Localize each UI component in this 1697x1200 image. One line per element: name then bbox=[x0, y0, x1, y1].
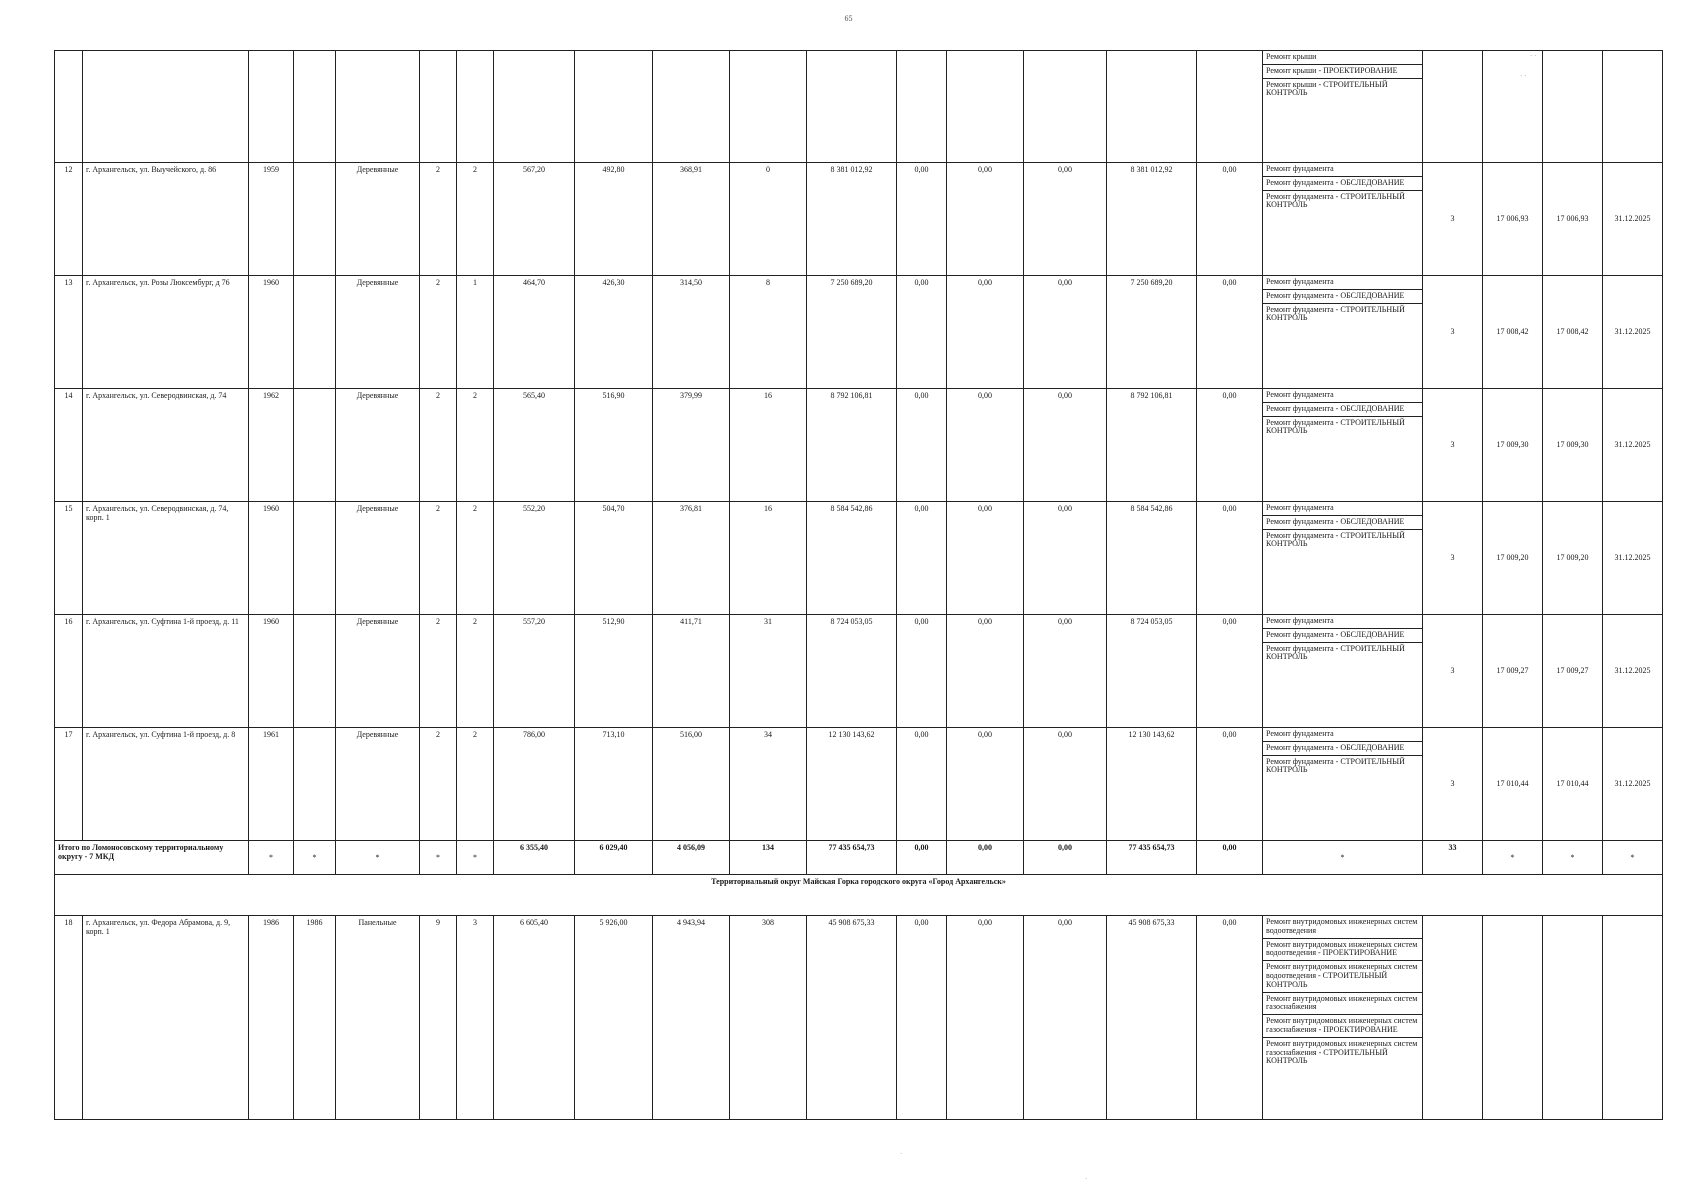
fund-2: 0,00 bbox=[947, 728, 1024, 841]
fund-1: 0,00 bbox=[897, 502, 947, 615]
year-commissioned bbox=[294, 276, 336, 389]
cell bbox=[575, 51, 653, 163]
fund-1: 0,00 bbox=[897, 389, 947, 502]
fund-owners: 8 381 012,92 bbox=[1107, 163, 1197, 276]
total-star: * bbox=[420, 841, 457, 875]
table-row bbox=[55, 51, 1663, 163]
work-item: Ремонт внутридомовых инженерных систем водоотведения - СТРОИТЕЛЬНЫЙ КОНТРОЛЬ bbox=[1263, 961, 1422, 992]
works-count: 3 bbox=[1423, 276, 1483, 389]
work-item: Ремонт крыши - ПРОЕКТИРОВАНИЕ bbox=[1263, 65, 1422, 79]
year-built: 1986 bbox=[249, 916, 294, 1120]
fund-3: 0,00 bbox=[1024, 502, 1107, 615]
floors: 2 bbox=[420, 502, 457, 615]
work-item: Ремонт фундамента - СТРОИТЕЛЬНЫЙ КОНТРОЛЬ bbox=[1266, 756, 1405, 775]
cell bbox=[897, 51, 947, 163]
works-cell bbox=[1263, 728, 1423, 841]
capital-repair-table bbox=[54, 50, 1663, 1120]
fund-5: 0,00 bbox=[1197, 615, 1263, 728]
cell bbox=[83, 51, 249, 163]
total-star: * bbox=[1483, 841, 1543, 875]
total-cost: 7 250 689,20 bbox=[807, 276, 897, 389]
works-cell bbox=[1263, 615, 1423, 728]
work-item: Ремонт фундамента - ОБСЛЕДОВАНИЕ bbox=[1263, 403, 1422, 417]
entrances: 3 bbox=[457, 916, 494, 1120]
wall-material: Деревянные bbox=[336, 728, 420, 841]
residential-area: 368,91 bbox=[653, 163, 730, 276]
work-item: Ремонт внутридомовых инженерных систем газоснабжения - СТРОИТЕЛЬНЫЙ КОНТРОЛЬ bbox=[1266, 1038, 1418, 1066]
section-title: Территориальный округ Майская Горка городского округа «Город Архангельск» bbox=[55, 875, 1663, 916]
work-item: Ремонт фундамента - ОБСЛЕДОВАНИЕ bbox=[1263, 629, 1422, 643]
total-area: 557,20 bbox=[494, 615, 575, 728]
works-count: 3 bbox=[1423, 163, 1483, 276]
cell bbox=[294, 51, 336, 163]
total-star: * bbox=[1603, 841, 1663, 875]
fund-owners: 45 908 675,33 bbox=[1107, 916, 1197, 1120]
premises-area: 516,90 bbox=[575, 389, 653, 502]
year-commissioned bbox=[294, 502, 336, 615]
max-unit-cost: 17 009,20 bbox=[1543, 502, 1603, 615]
work-item: Ремонт фундамента - СТРОИТЕЛЬНЫЙ КОНТРОЛЬ bbox=[1266, 304, 1405, 323]
year-commissioned: 1986 bbox=[294, 916, 336, 1120]
unit-cost: 17 009,20 bbox=[1483, 502, 1543, 615]
cell bbox=[55, 51, 83, 163]
cell bbox=[457, 51, 494, 163]
residents-count: 0 bbox=[730, 163, 807, 276]
total-area: 786,00 bbox=[494, 728, 575, 841]
fund-owners: 7 250 689,20 bbox=[1107, 276, 1197, 389]
total-residents: 134 bbox=[730, 841, 807, 875]
fund-owners: 8 792 106,81 bbox=[1107, 389, 1197, 502]
fund-3: 0,00 bbox=[1024, 916, 1107, 1120]
works-cell bbox=[1263, 916, 1423, 1120]
max-unit-cost: 17 010,44 bbox=[1543, 728, 1603, 841]
fund-3: 0,00 bbox=[1024, 389, 1107, 502]
fund-5: 0,00 bbox=[1197, 276, 1263, 389]
total-star: * bbox=[336, 841, 420, 875]
row-number: 17 bbox=[55, 728, 83, 841]
works-cell bbox=[1263, 51, 1423, 163]
total-premises: 6 029,40 bbox=[575, 841, 653, 875]
work-item: Ремонт фундамента - ОБСЛЕДОВАНИЕ bbox=[1263, 516, 1422, 530]
floors: 2 bbox=[420, 728, 457, 841]
year-built: 1959 bbox=[249, 163, 294, 276]
row-number: 14 bbox=[55, 389, 83, 502]
wall-material: Деревянные bbox=[336, 502, 420, 615]
premises-area: 492,80 bbox=[575, 163, 653, 276]
total-star: * bbox=[457, 841, 494, 875]
cell bbox=[807, 51, 897, 163]
fund-3: 0,00 bbox=[1024, 615, 1107, 728]
max-unit-cost bbox=[1543, 916, 1603, 1120]
address: г. Архангельск, ул. Выучейского, д. 86 bbox=[83, 163, 249, 276]
total-fund-owners: 77 435 654,73 bbox=[1107, 841, 1197, 875]
table-row bbox=[55, 502, 1663, 615]
work-item: Ремонт фундамента - СТРОИТЕЛЬНЫЙ КОНТРОЛЬ bbox=[1266, 643, 1405, 662]
works-count: 3 bbox=[1423, 728, 1483, 841]
fund-owners: 12 130 143,62 bbox=[1107, 728, 1197, 841]
wall-material: Деревянные bbox=[336, 276, 420, 389]
deadline-date: 31.12.2025 bbox=[1603, 163, 1663, 276]
work-item: Ремонт фундамента - СТРОИТЕЛЬНЫЙ КОНТРОЛЬ bbox=[1266, 530, 1405, 549]
fund-1: 0,00 bbox=[897, 728, 947, 841]
address: г. Архангельск, ул. Розы Люксембург, д 76 bbox=[83, 276, 249, 389]
cell bbox=[1543, 51, 1603, 163]
total-star: * bbox=[1543, 841, 1603, 875]
address: г. Архангельск, ул. Федора Абрамова, д. 9, корп. 1 bbox=[83, 916, 249, 1120]
row-number: 15 bbox=[55, 502, 83, 615]
total-fund-3: 0,00 bbox=[1024, 841, 1107, 875]
residential-area: 516,00 bbox=[653, 728, 730, 841]
address: г. Архангельск, ул. Суфтина 1-й проезд, д. 8 bbox=[83, 728, 249, 841]
works-list bbox=[1263, 615, 1422, 664]
entrances: 1 bbox=[457, 276, 494, 389]
total-area: 464,70 bbox=[494, 276, 575, 389]
wall-material: Деревянные bbox=[336, 615, 420, 728]
deadline-date: 31.12.2025 bbox=[1603, 728, 1663, 841]
entrances: 2 bbox=[457, 502, 494, 615]
row-number: 13 bbox=[55, 276, 83, 389]
work-item: Ремонт фундамента - ОБСЛЕДОВАНИЕ bbox=[1263, 742, 1422, 756]
fund-2: 0,00 bbox=[947, 163, 1024, 276]
fund-1: 0,00 bbox=[897, 163, 947, 276]
year-built: 1961 bbox=[249, 728, 294, 841]
fund-2: 0,00 bbox=[947, 916, 1024, 1120]
total-area: 552,20 bbox=[494, 502, 575, 615]
works-count: 3 bbox=[1423, 389, 1483, 502]
unit-cost: 17 009,30 bbox=[1483, 389, 1543, 502]
work-item: Ремонт фундамента bbox=[1263, 163, 1422, 177]
year-built: 1962 bbox=[249, 389, 294, 502]
year-built: 1960 bbox=[249, 615, 294, 728]
work-item: Ремонт фундамента bbox=[1263, 728, 1422, 742]
section-row bbox=[55, 875, 1663, 916]
total-works-count: 33 bbox=[1423, 841, 1483, 875]
premises-area: 713,10 bbox=[575, 728, 653, 841]
cell bbox=[249, 51, 294, 163]
max-unit-cost: 17 008,42 bbox=[1543, 276, 1603, 389]
works-count: 3 bbox=[1423, 502, 1483, 615]
works-cell bbox=[1263, 276, 1423, 389]
total-star: * bbox=[249, 841, 294, 875]
residential-area: 376,81 bbox=[653, 502, 730, 615]
works-count bbox=[1423, 916, 1483, 1120]
total-area: 6 605,40 bbox=[494, 916, 575, 1120]
total-label: Итого по Ломоносовскому территориальному округу - 7 МКД bbox=[55, 841, 249, 875]
work-item: Ремонт фундамента - СТРОИТЕЛЬНЫЙ КОНТРОЛЬ bbox=[1266, 417, 1405, 436]
fund-3: 0,00 bbox=[1024, 276, 1107, 389]
residents-count: 34 bbox=[730, 728, 807, 841]
fund-1: 0,00 bbox=[897, 916, 947, 1120]
year-built: 1960 bbox=[249, 276, 294, 389]
cell bbox=[653, 51, 730, 163]
total-cost: 77 435 654,73 bbox=[807, 841, 897, 875]
total-fund-5: 0,00 bbox=[1197, 841, 1263, 875]
cell bbox=[420, 51, 457, 163]
works-cell bbox=[1263, 502, 1423, 615]
deadline-date: 31.12.2025 bbox=[1603, 389, 1663, 502]
residents-count: 16 bbox=[730, 389, 807, 502]
max-unit-cost: 17 006,93 bbox=[1543, 163, 1603, 276]
works-list bbox=[1263, 502, 1422, 551]
entrances: 2 bbox=[457, 163, 494, 276]
max-unit-cost: 17 009,27 bbox=[1543, 615, 1603, 728]
cell bbox=[730, 51, 807, 163]
fund-owners: 8 724 053,05 bbox=[1107, 615, 1197, 728]
cell bbox=[1107, 51, 1197, 163]
premises-area: 512,90 bbox=[575, 615, 653, 728]
cell bbox=[1423, 51, 1483, 163]
row-number: 16 bbox=[55, 615, 83, 728]
table-row bbox=[55, 163, 1663, 276]
entrances: 2 bbox=[457, 615, 494, 728]
fund-owners: 8 584 542,86 bbox=[1107, 502, 1197, 615]
work-item: Ремонт внутридомовых инженерных систем газоснабжения bbox=[1263, 993, 1422, 1016]
address: г. Архангельск, ул. Суфтина 1-й проезд, д. 11 bbox=[83, 615, 249, 728]
residents-count: 31 bbox=[730, 615, 807, 728]
floors: 9 bbox=[420, 916, 457, 1120]
total-fund-2: 0,00 bbox=[947, 841, 1024, 875]
floors: 2 bbox=[420, 389, 457, 502]
work-item: Ремонт фундамента - СТРОИТЕЛЬНЫЙ КОНТРОЛЬ bbox=[1266, 191, 1405, 210]
total-cost: 8 584 542,86 bbox=[807, 502, 897, 615]
works-list bbox=[1263, 163, 1422, 212]
total-residential: 4 056,09 bbox=[653, 841, 730, 875]
fund-5: 0,00 bbox=[1197, 389, 1263, 502]
deadline-date: 31.12.2025 bbox=[1603, 502, 1663, 615]
total-star: * bbox=[1263, 841, 1423, 875]
fund-5: 0,00 bbox=[1197, 163, 1263, 276]
cell bbox=[494, 51, 575, 163]
fund-2: 0,00 bbox=[947, 389, 1024, 502]
work-item: Ремонт внутридомовых инженерных систем газоснабжения - ПРОЕКТИРОВАНИЕ bbox=[1263, 1015, 1422, 1038]
unit-cost: 17 009,27 bbox=[1483, 615, 1543, 728]
floors: 2 bbox=[420, 276, 457, 389]
residential-area: 314,50 bbox=[653, 276, 730, 389]
cell bbox=[947, 51, 1024, 163]
wall-material: Деревянные bbox=[336, 389, 420, 502]
works-count: 3 bbox=[1423, 615, 1483, 728]
entrances: 2 bbox=[457, 728, 494, 841]
works-list bbox=[1263, 389, 1422, 438]
deadline-date: 31.12.2025 bbox=[1603, 276, 1663, 389]
deadline-date bbox=[1603, 916, 1663, 1120]
residential-area: 379,99 bbox=[653, 389, 730, 502]
total-area: 565,40 bbox=[494, 389, 575, 502]
work-item: Ремонт крыши - СТРОИТЕЛЬНЫЙ КОНТРОЛЬ bbox=[1266, 79, 1388, 98]
fund-3: 0,00 bbox=[1024, 728, 1107, 841]
wall-material: Деревянные bbox=[336, 163, 420, 276]
year-commissioned bbox=[294, 728, 336, 841]
residents-count: 16 bbox=[730, 502, 807, 615]
unit-cost: 17 008,42 bbox=[1483, 276, 1543, 389]
page-number: 65 bbox=[844, 14, 853, 23]
table-row bbox=[55, 916, 1663, 1120]
year-commissioned bbox=[294, 163, 336, 276]
work-item: Ремонт внутридомовых инженерных систем водоотведения - ПРОЕКТИРОВАНИЕ bbox=[1263, 939, 1422, 962]
table-row bbox=[55, 276, 1663, 389]
work-item: Ремонт фундамента bbox=[1263, 502, 1422, 516]
total-fund-1: 0,00 bbox=[897, 841, 947, 875]
fund-1: 0,00 bbox=[897, 615, 947, 728]
works-list bbox=[1263, 276, 1422, 325]
deadline-date: 31.12.2025 bbox=[1603, 615, 1663, 728]
cell bbox=[1197, 51, 1263, 163]
year-commissioned bbox=[294, 389, 336, 502]
work-item: Ремонт фундамента - ОБСЛЕДОВАНИЕ bbox=[1263, 290, 1422, 304]
unit-cost: 17 010,44 bbox=[1483, 728, 1543, 841]
work-item: Ремонт внутридомовых инженерных систем водоотведения bbox=[1263, 916, 1422, 939]
cell bbox=[336, 51, 420, 163]
cell bbox=[1024, 51, 1107, 163]
work-item: Ремонт фундамента bbox=[1263, 389, 1422, 403]
row-number: 18 bbox=[55, 916, 83, 1120]
fund-5: 0,00 bbox=[1197, 502, 1263, 615]
premises-area: 5 926,00 bbox=[575, 916, 653, 1120]
works-list bbox=[1263, 916, 1422, 1068]
fund-1: 0,00 bbox=[897, 276, 947, 389]
premises-area: 426,30 bbox=[575, 276, 653, 389]
table-body bbox=[55, 51, 1663, 1120]
work-item: Ремонт фундамента bbox=[1263, 276, 1422, 290]
residents-count: 308 bbox=[730, 916, 807, 1120]
year-commissioned bbox=[294, 615, 336, 728]
works-cell bbox=[1263, 389, 1423, 502]
row-number: 12 bbox=[55, 163, 83, 276]
total-cost: 8 381 012,92 bbox=[807, 163, 897, 276]
residents-count: 8 bbox=[730, 276, 807, 389]
total-cost: 45 908 675,33 bbox=[807, 916, 897, 1120]
table-row bbox=[55, 389, 1663, 502]
total-cost: 12 130 143,62 bbox=[807, 728, 897, 841]
total-cost: 8 792 106,81 bbox=[807, 389, 897, 502]
table-row bbox=[55, 615, 1663, 728]
year-built: 1960 bbox=[249, 502, 294, 615]
max-unit-cost: 17 009,30 bbox=[1543, 389, 1603, 502]
fund-5: 0,00 bbox=[1197, 916, 1263, 1120]
total-star: * bbox=[294, 841, 336, 875]
residential-area: 411,71 bbox=[653, 615, 730, 728]
work-item: Ремонт фундамента - ОБСЛЕДОВАНИЕ bbox=[1263, 177, 1422, 191]
total-area: 6 355,40 bbox=[494, 841, 575, 875]
fund-2: 0,00 bbox=[947, 615, 1024, 728]
scan-speck: · · bbox=[1520, 72, 1527, 80]
unit-cost bbox=[1483, 916, 1543, 1120]
floors: 2 bbox=[420, 163, 457, 276]
total-row bbox=[55, 841, 1663, 875]
table-row bbox=[55, 728, 1663, 841]
scan-speck: · bbox=[1085, 1175, 1088, 1183]
cell bbox=[1603, 51, 1663, 163]
residential-area: 4 943,94 bbox=[653, 916, 730, 1120]
unit-cost: 17 006,93 bbox=[1483, 163, 1543, 276]
cell bbox=[1483, 51, 1543, 163]
premises-area: 504,70 bbox=[575, 502, 653, 615]
total-area: 567,20 bbox=[494, 163, 575, 276]
fund-5: 0,00 bbox=[1197, 728, 1263, 841]
total-cost: 8 724 053,05 bbox=[807, 615, 897, 728]
fund-2: 0,00 bbox=[947, 502, 1024, 615]
entrances: 2 bbox=[457, 389, 494, 502]
address: г. Архангельск, ул. Северодвинская, д. 74 bbox=[83, 389, 249, 502]
works-list bbox=[1263, 728, 1422, 777]
floors: 2 bbox=[420, 615, 457, 728]
fund-2: 0,00 bbox=[947, 276, 1024, 389]
work-item: Ремонт фундамента bbox=[1263, 615, 1422, 629]
address: г. Архангельск, ул. Северодвинская, д. 74, корп. 1 bbox=[83, 502, 249, 615]
works-cell bbox=[1263, 163, 1423, 276]
work-item: Ремонт крыши bbox=[1263, 51, 1422, 65]
fund-3: 0,00 bbox=[1024, 163, 1107, 276]
scan-speck: · bbox=[900, 1150, 903, 1158]
wall-material: Панельные bbox=[336, 916, 420, 1120]
scan-speck: · · bbox=[1530, 52, 1537, 60]
